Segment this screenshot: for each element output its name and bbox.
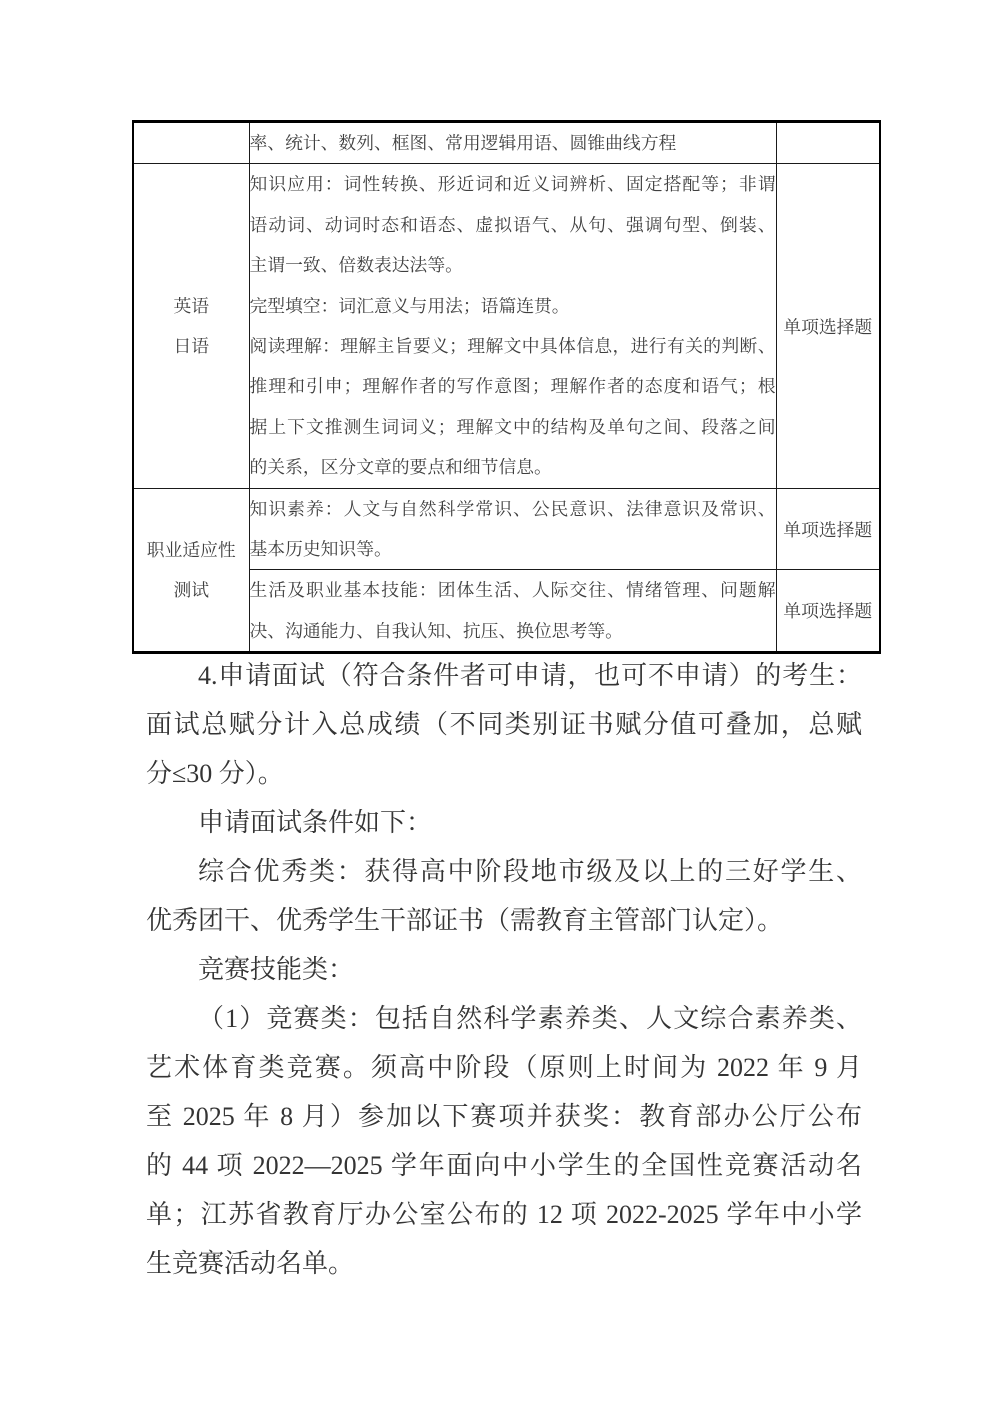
content-cell: [249, 122, 776, 164]
text-line: 申请面试条件如下：: [198, 808, 433, 837]
format-cell: 单项选择题: [776, 488, 880, 570]
text-line: 日语: [173, 336, 210, 357]
text-line: 知识素养：人文与自然科学常识、公民意识、法律意识及常识、: [249, 498, 776, 519]
text-line: 优秀团干、优秀学生干部证书（需教育主管部门认定）。: [146, 906, 784, 935]
format-cell: 单项选择题: [776, 164, 880, 488]
table-row-continuation: [133, 122, 880, 164]
text-line: 的关系，区分文章的要点和细节信息。: [249, 457, 552, 478]
subject-cell: [133, 488, 249, 653]
document-body: [146, 651, 862, 1288]
content-cell: [249, 570, 776, 653]
text-line: 率、统计、数列、框图、常用逻辑用语、圆锥曲线方程: [249, 133, 677, 153]
text-line: 生活及职业基本技能：团体生活、人际交往、情绪管理、问题解: [249, 580, 776, 601]
text-line: 主谓一致、倍数表达法等。: [249, 255, 463, 276]
text-line: 基本历史知识等。: [249, 539, 392, 560]
content-cell: [249, 164, 776, 488]
text-line: 推理和引申；理解作者的写作意图；理解作者的态度和语气；根: [249, 376, 776, 397]
subject-cell: [133, 122, 249, 164]
text-line: 完型填空：词汇意义与用法；语篇连贯。: [249, 295, 570, 316]
table-row-language: [133, 164, 880, 488]
text-line: 职业适应性: [146, 539, 236, 560]
text-line: 的 44 项 2022—2025 学年面向中小学生的全国性竞赛活动名: [146, 1151, 862, 1180]
text-line: （1）竞赛类：包括自然科学素养类、人文综合素养类、: [198, 1004, 862, 1033]
exam-content-table: [132, 120, 881, 654]
content-cell: [249, 488, 776, 570]
subject-cell: [133, 164, 249, 488]
paragraph-conditions-intro: [146, 798, 862, 847]
text-line: 单；江苏省教育厅办公室公布的 12 项 2022-2025 学年中小学: [146, 1200, 862, 1229]
text-line: 语动词、动词时态和语态、虚拟语气、从句、强调句型、倒装、: [249, 214, 776, 235]
text-line: 阅读理解：理解主旨要义；理解文中具体信息，进行有关的判断、: [249, 336, 776, 357]
paragraph-competition-skill-heading: [146, 945, 862, 994]
text-line: 分≤30 分）。: [146, 759, 284, 788]
paragraph-comprehensive-excellence: [146, 847, 862, 945]
paragraph-apply-interview: [146, 651, 862, 798]
text-line: 知识应用：词性转换、形近词和近义词辨析、固定搭配等；非谓: [249, 174, 776, 195]
text-line: 艺术体育类竞赛。须高中阶段（原则上时间为 2022 年 9 月: [146, 1053, 862, 1082]
text-line: 竞赛技能类：: [198, 955, 355, 984]
text-line: 4.申请面试（符合条件者可申请，也可不申请）的考生：: [198, 661, 862, 690]
text-line: 综合优秀类：获得高中阶段地市级及以上的三好学生、: [198, 857, 862, 886]
text-line: 据上下文推测生词词义；理解文中的结构及单句之间、段落之间: [249, 416, 776, 437]
text-line: 测试: [173, 579, 210, 600]
format-cell: 单项选择题: [776, 570, 880, 653]
text-line: 生竞赛活动名单。: [146, 1249, 355, 1278]
table-row-aptitude-1: [133, 488, 880, 570]
text-line: 面试总赋分计入总成绩（不同类别证书赋分值可叠加，总赋: [146, 710, 862, 739]
text-line: 决、沟通能力、自我认知、抗压、换位思考等。: [249, 620, 623, 641]
text-line: 至 2025 年 8 月）参加以下赛项并获奖：教育部办公厅公布: [146, 1102, 862, 1131]
paragraph-competition-category: [146, 994, 862, 1288]
text-line: 英语: [173, 295, 210, 316]
format-cell: [776, 122, 880, 164]
